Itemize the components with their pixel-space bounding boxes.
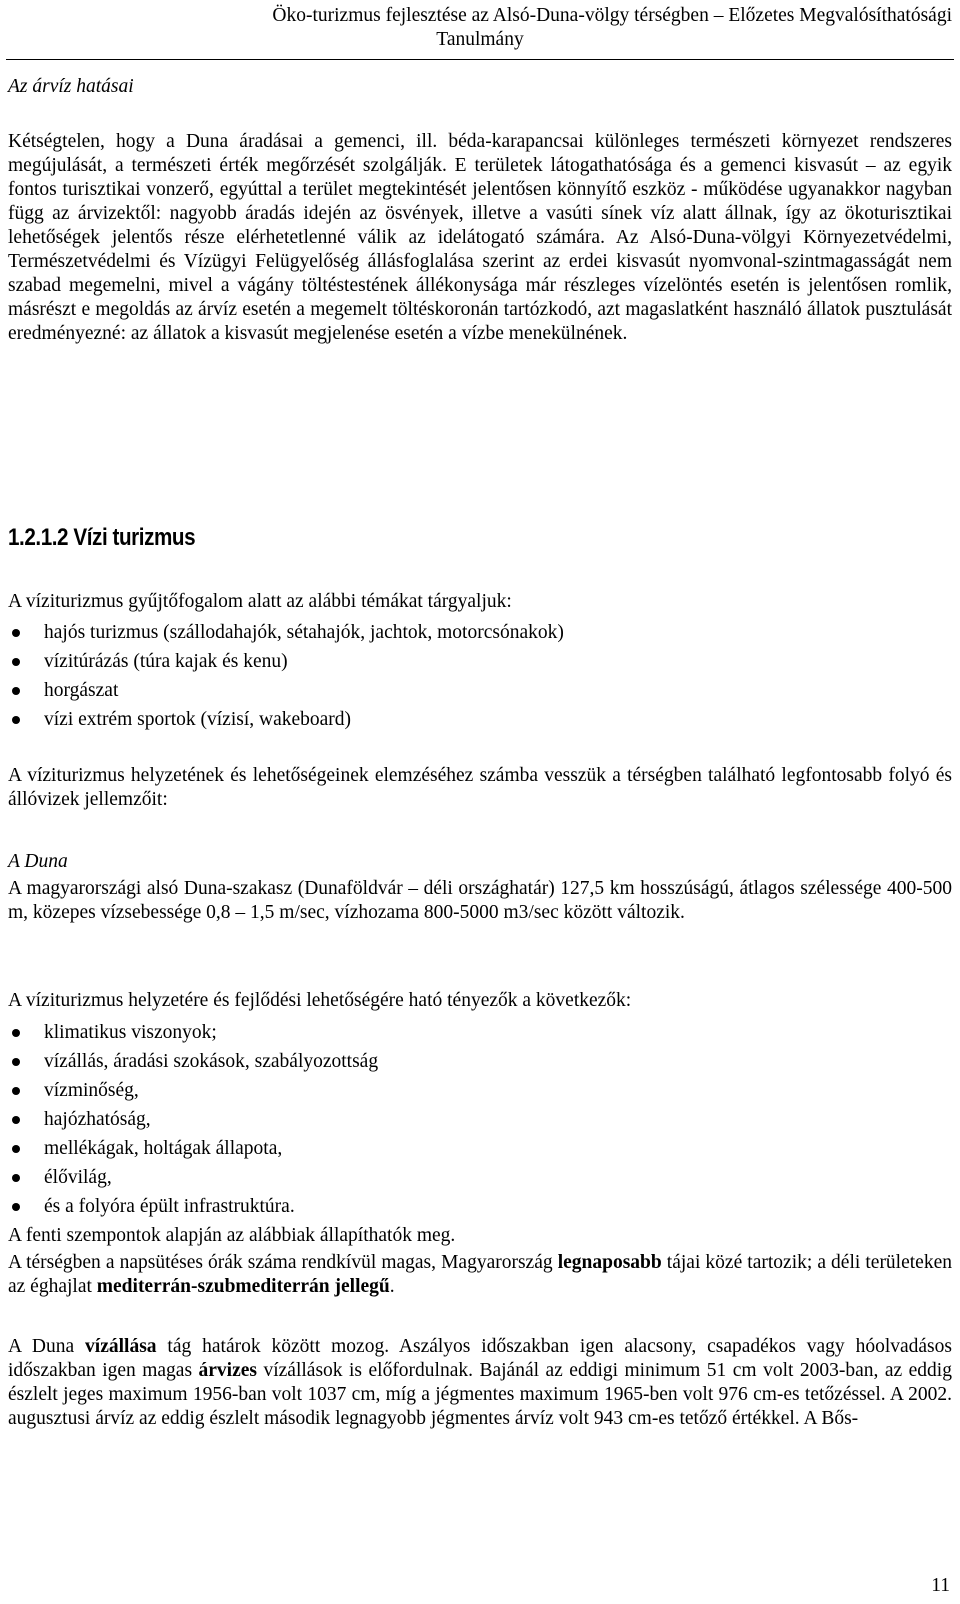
list-item: horgászat: [8, 676, 952, 705]
list-item: klimatikus viszonyok;: [8, 1018, 952, 1047]
bold-run: legnaposabb: [557, 1252, 662, 1273]
header-line-2: Tanulmány: [436, 29, 524, 50]
paragraph-sunshine: [8, 1251, 952, 1299]
list-item: hajózhatóság,: [8, 1105, 952, 1134]
list-item: vízminőség,: [8, 1076, 952, 1105]
list-item: mellékágak, holtágak állapota,: [8, 1134, 952, 1163]
list-item: élővilág,: [8, 1163, 952, 1192]
section-note: Az árvíz hatásai: [8, 76, 134, 97]
list-item: vízi extrém sportok (vízisí, wakeboard): [8, 705, 952, 734]
bold-run: árvizes: [198, 1360, 258, 1381]
paragraph-duna: A magyarországi alsó Duna-szakasz (Dunaföldvár – déli országhatár) 127,5 km hosszúságú, átlagos szélessége 400-500 m, közepes vízsebessége 0,8 – 1,5 m/sec, vízhozama 800-5000 m3/sec között változik.: [8, 878, 952, 923]
header-rule: [6, 59, 954, 60]
page-number: 11: [931, 1575, 950, 1596]
factors-intro: A víziturizmus helyzetére és fejlődési lehetőségére ható tényezők a következők:: [8, 990, 632, 1011]
header-line-1: Öko-turizmus fejlesztése az Alsó-Duna-völgy térségben – Előzetes Megvalósíthatósági: [272, 5, 952, 26]
topics-intro: A víziturizmus gyűjtőfogalom alatt az alábbi témákat tárgyaljuk:: [8, 591, 512, 612]
subheading: 1.2.1.2 Vízi turizmus: [8, 524, 196, 551]
text-run: tág határok között mozog. Aszályos időszakban igen alacsony, csapadékos vagy hóolvadásos időszakban igen magas: [8, 1336, 952, 1381]
running-header: [8, 4, 952, 52]
text-run: vízállások is előfordulnak. Bajánál az eddigi minimum 51 cm volt 2003-ban, az eddig észlelt jeges maximum 1956-ban volt 1037 cm, míg a jégmentes maximum 1965-ben volt 976 cm-es tetőzéssel. A 2002. augusztusi árvíz az eddig észlelt második legnagyobb jégmentes árvíz volt 943 cm-es tetőző értékkel. A Bős-: [8, 1360, 952, 1429]
bold-run: vízállása: [85, 1336, 157, 1357]
conclusion-line: A fenti szempontok alapján az alábbiak állapíthatók meg.: [8, 1225, 456, 1246]
text-run: .: [389, 1276, 395, 1297]
paragraph-water-level: [8, 1335, 952, 1431]
text-run: A Duna: [8, 1336, 86, 1357]
list-item: hajós turizmus (szállodahajók, sétahajók, jachtok, motorcsónakok): [8, 618, 952, 647]
list-item: és a folyóra épült infrastruktúra.: [8, 1192, 952, 1221]
bold-run: mediterrán-szubmediterrán jellegű: [96, 1276, 390, 1297]
list-item: vízitúrázás (túra kajak és kenu): [8, 647, 952, 676]
factors-list: [8, 1018, 952, 1221]
topics-list: [8, 618, 952, 734]
text-run: A térségben a napsütéses órák száma rendkívül magas, Magyarország: [8, 1252, 558, 1273]
list-item: vízállás, áradási szokások, szabályozottság: [8, 1047, 952, 1076]
paragraph-analysis: A víziturizmus helyzetének és lehetőségeinek elemzéséhez számba vesszük a térségben található legfontosabb folyó és állóvizek jellemzőit:: [8, 765, 952, 810]
paragraph-flood-effects: Kétségtelen, hogy a Duna áradásai a gemenci, ill. béda-karapancsai különleges természeti környezet rendszeres megújulását, a természeti érték megőrzését szolgálják. E területek látogathatósága és a gemenci kisvasút – az egyik fontos turisztikai vonzerő, egyúttal a terület megtekintését jelentősen könnyítő eszköz - működése ugyanakkor nagyban függ az árvizektől: nagyobb áradás idején az ösvények, illetve a vasúti sínek víz alatt állnak, így az ökoturisztikai lehetőségek jelentős része elérhetetlenné válik az idelátogató számára. Az Alsó-Duna-völgyi Környezetvédelmi, Természetvédelmi és Vízügyi Felügyelőség állásfoglalása szerint az erdei kisvasút nyomvonal-szintmagasságát nem szabad megemelni, mivel a vágány töltéstestének állékonysága már részleges vízelöntés esetén is jelentősen romlik, másrészt e megoldás az árvíz esetén a megemelt töltéskoronán tartózkodó, azt magaslatként használó állatok pusztulását eredményezné: az állatok a kisvasút megjelenése esetén a vízbe menekülnének.: [8, 131, 952, 344]
duna-heading: A Duna: [8, 851, 68, 872]
text-run: tájai közé tartozik; a déli területeken az éghajlat: [8, 1252, 952, 1297]
